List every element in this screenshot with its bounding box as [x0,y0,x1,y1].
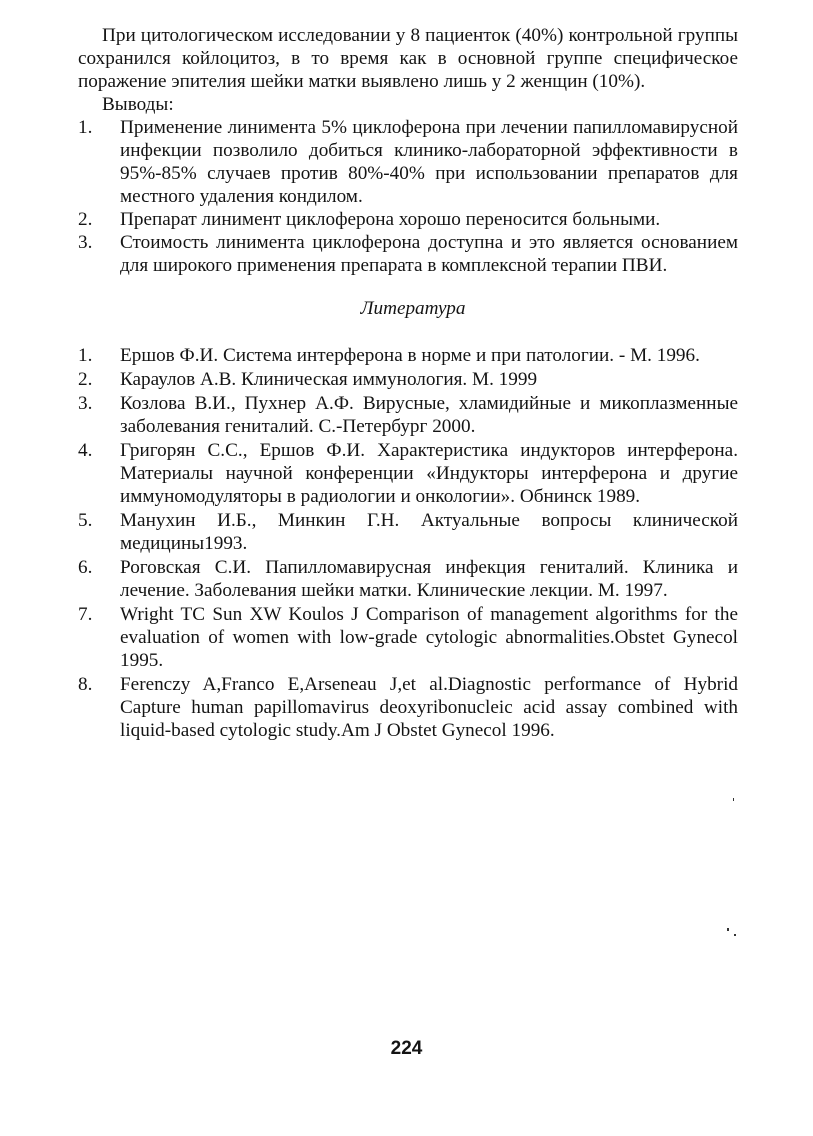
reference-text: Ferenczy A,Franco E,Arseneau J,et al.Diagnostic performance of Hybrid Capture human papillomavirus deoxyribonucleic acid assay combined with liquid-based cytologic study.Am J Obstet Gynecol 1996. [120,674,738,741]
conclusions-list [78,116,738,277]
conclusion-number: 2. [78,209,93,230]
reference-text: Wright TC Sun XW Koulos J Comparison of management algorithms for the evaluation of women with low-grade cytologic abnormalities.Obstet Gynecol 1995. [120,604,738,671]
page-number: 224 [390,1038,423,1059]
conclusion-item [78,231,738,277]
scan-speck [733,798,734,801]
reference-item [78,509,738,555]
conclusion-text: Препарат линимент циклоферона хорошо переносится больными. [120,209,661,230]
reference-item [78,673,738,742]
conclusion-text: Стоимость линимента циклоферона доступна и это является основанием для широкого применения препарата в комплексной терапии ПВИ. [120,232,738,276]
reference-text: Козлова В.И., Пухнер А.Ф. Вирусные, хламидийные и микоплазменные заболевания гениталий. С.-Петербург 2000. [120,393,738,437]
reference-item [78,344,738,367]
intro-paragraph: При цитологическом исследовании у 8 пациенток (40%) контрольной группы сохранился койлоцитоз, в то время как в основной группе специфическое поражение эпителия шейки матки выявлено лишь у 2 женщин (10%). [78,25,738,92]
reference-item [78,603,738,672]
reference-text: Роговская С.И. Папилломавирусная инфекция гениталий. Клиника и лечение. Заболевания шейки матки. Клинические лекции. М. 1997. [120,557,738,601]
reference-text: Ершов Ф.И. Система интерферона в норме и при патологии. - М. 1996. [120,345,700,366]
literature-heading: Литература [360,298,466,319]
conclusion-text: Применение линимента 5% циклоферона при лечении папилломавирусной инфекции позволило добиться клинико-лабораторной эффективности в 95%-85% случаев против 80%-40% при использовании препаратов для местного удаления кондилом. [120,117,738,207]
reference-number: 2. [78,369,93,390]
reference-text: Григорян С.С., Ершов Ф.И. Характеристика индукторов интерферона. Материалы научной конференции «Индукторы интерферона и другие иммуномодуляторы в радиологии и онкологии». Обнинск 1989. [120,440,738,507]
literature-list [78,344,738,742]
reference-item [78,368,738,391]
reference-number: 8. [78,674,93,695]
conclusion-number: 3. [78,232,93,253]
scan-speck [727,928,729,931]
reference-item [78,439,738,508]
reference-number: 1. [78,345,93,366]
reference-text: Манухин И.Б., Минкин Г.Н. Актуальные вопросы клинической медицины1993. [120,510,738,554]
reference-item [78,556,738,602]
reference-text: Караулов А.В. Клиническая иммунология. М. 1999 [120,369,538,390]
scan-speck [734,934,736,936]
reference-number: 3. [78,393,93,414]
reference-number: 5. [78,510,93,531]
reference-item [78,392,738,438]
reference-number: 4. [78,440,93,461]
page-body [78,24,738,743]
conclusions-heading: Выводы: [102,94,174,115]
reference-number: 6. [78,557,93,578]
conclusion-number: 1. [78,117,93,138]
conclusion-item [78,208,738,231]
conclusion-item [78,116,738,208]
reference-number: 7. [78,604,93,625]
